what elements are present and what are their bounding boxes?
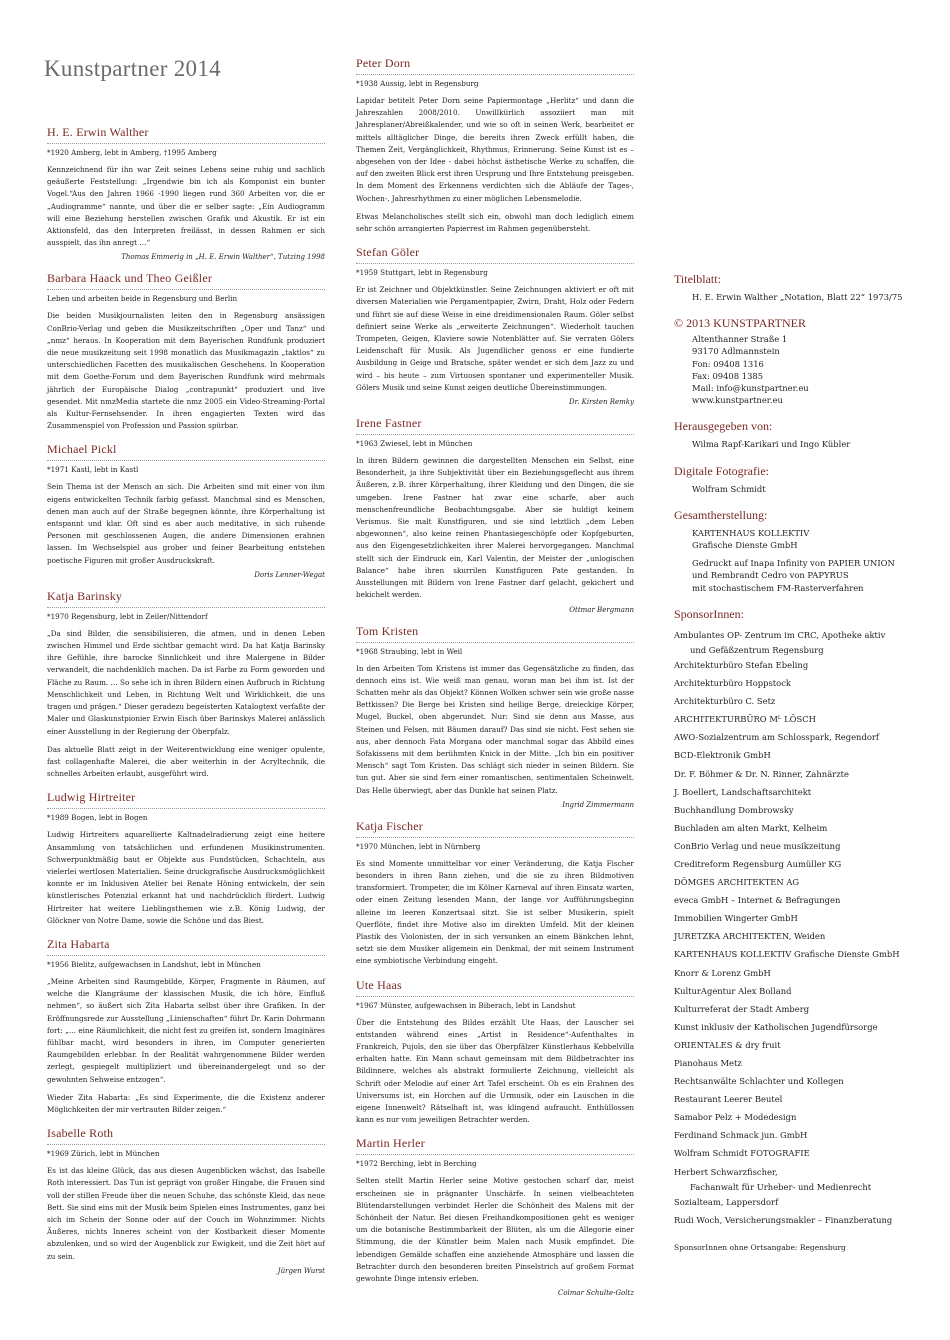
artist-bio: *1968 Straubing, lebt in Weil <box>356 646 463 656</box>
sponsors-section <box>674 607 924 1252</box>
publisher-section <box>674 419 924 450</box>
copyright-section <box>674 316 924 406</box>
address-line: 93170 Adlmannstein <box>692 346 780 357</box>
sponsor-name: Kulturreferat der Stadt Amberg <box>674 1003 810 1014</box>
artist-entry <box>356 245 634 406</box>
sponsor-name: Rechtsanwälte Schlachter und Kollegen <box>674 1076 844 1087</box>
artist-paragraph: Lapidar betitelt Peter Dorn seine Papiermontage „Herlitz“ und dann die Jahreszahlen 2008/2010. Unwillkürlich assoziiert man mit Jahresplaner/Abreißkalender, und wie so oft in seinen Werk, bearbeitet er mittels alltäglicher Dinge, die bereits ihren Zweck erfüllt haben, die Themen Zeit, Vergänglichkeit, Rhythmus, Erinnerung. Seine Kunst ist es – abgesehen von der Idee - dabei höchst ästhetische Werke zu schaffen, die auf den zweiten Blick erst ihren Ursprung und Ihre Entstehung preisgeben. In dem Moment des Erkennens verdichten sich die Abläufe der Tages-, Wochen-, Jahresrhythmen zu einer möglichen Lebensmelodie. <box>356 96 634 203</box>
sponsor-name: Sozialteam, Lappersdorf <box>674 1196 779 1207</box>
copyright-heading: © 2013 KUNSTPARTNER <box>674 316 806 331</box>
phone-line: Fon: 09408 1316 <box>692 358 764 369</box>
print-line: Gedruckt auf Inapa Infinity von PAPIER UNION <box>692 558 895 569</box>
sponsor-item <box>674 1163 924 1193</box>
sponsor-item <box>674 783 924 801</box>
sponsor-name: Architekturbüro Stefan Ebeling <box>674 659 809 670</box>
sponsor-name: Ambulantes OP- Zentrum im CRC, Apotheke aktiv <box>674 629 886 640</box>
sponsor-item <box>674 692 924 710</box>
artist-paragraph: Wieder Zita Habarta: „Es sind Experimente, die die Existenz anderer Möglichkeiten der mir vertrauten Bilder zeigen.“ <box>47 1092 325 1114</box>
sponsor-name: Buchladen am alten Markt, Kelheim <box>674 822 828 833</box>
sponsor-subline: und Gefäßzentrum Regensburg <box>690 644 824 655</box>
artist-entry <box>47 589 325 780</box>
artist-entry <box>47 271 325 432</box>
sponsor-item <box>674 1090 924 1108</box>
artist-name: Martin Herler <box>356 1136 634 1155</box>
sponsor-name: Pianohaus Metz <box>674 1058 742 1068</box>
text-author: Thomas Emmerig in „H. E. Erwin Walther“, Tutzing 1998 <box>121 253 325 262</box>
artist-entry <box>356 416 634 613</box>
sponsor-name: Architekturbüro Hoppstock <box>674 678 791 689</box>
artist-entry <box>47 442 325 578</box>
sponsor-item <box>674 801 924 819</box>
text-author: Colmar Schulte-Goltz <box>557 1289 634 1298</box>
sponsor-item <box>674 837 924 855</box>
sponsor-name: Ferdinand Schmack jun. GmbH <box>674 1130 808 1141</box>
sponsor-item <box>674 1193 924 1211</box>
sponsor-item <box>674 656 924 674</box>
sponsor-note: SponsorInnen ohne Ortsangabe: Regensburg <box>674 1242 846 1252</box>
text-author: Doris Lenner-Wegat <box>254 570 325 579</box>
sponsor-name: Wolfram Schmidt FOTOGRAFIE <box>674 1148 810 1159</box>
sponsor-item <box>674 728 924 746</box>
artist-text <box>47 481 325 566</box>
sponsor-item <box>674 927 924 945</box>
artist-text <box>356 858 634 968</box>
text-author: Ottmar Bergmann <box>569 605 634 614</box>
artist-bio: *1972 Berching, lebt in Berching <box>356 1159 477 1169</box>
sponsor-name: J. Boellert, Landschaftsarchitekt <box>674 786 812 797</box>
publisher-line: Wilma Rapf-Karikari und Ingo Kübler <box>692 439 851 450</box>
artist-paragraph: Das aktuelle Blatt zeigt in der Weiterentwicklung eine weniger opulente, fast collagenhafte Malerei, die aber weiterhin in der Acryltechnik, die schnelles Arbeiten erlaubt, ausgeführt wird. <box>47 744 325 779</box>
sponsor-name: Immobilien Wingerter GmbH <box>674 913 798 924</box>
artist-text <box>47 310 325 432</box>
artist-paragraph: Sein Thema ist der Mensch an sich. Die Arbeiten sind mit einer von ihm eigens entwickelten Technik farbig gefasst. Manchmal sind es Menschen, denen man auch auf der Straße begegnen könnte, ihre Körperhaltung ist entspannt und klar. Oft sind es aber auch meditative, in sich ruhende Personen mit geschlossenen Augen, die andere Dimensionen erahnen lassen. Im Wechselspiel aus grober und feiner Bearbeitung entstehen poetische Figuren mit großer Ausdruckskraft. <box>47 482 325 565</box>
sponsor-item <box>674 765 924 783</box>
artist-bio: *1963 Zwiesel, lebt in München <box>356 439 473 449</box>
sponsor-item <box>674 1018 924 1036</box>
artist-entry <box>356 819 634 968</box>
sponsor-name: ORIENTALES & dry fruit <box>674 1039 781 1050</box>
sponsor-item <box>674 855 924 873</box>
sponsor-item <box>674 945 924 963</box>
sponsor-item <box>674 710 924 728</box>
artist-text <box>356 663 634 797</box>
artist-bio: *1970 München, lebt in Nürnberg <box>356 841 481 851</box>
artist-name: Katja Barinsky <box>47 589 325 608</box>
artist-name: Peter Dorn <box>356 56 634 75</box>
artist-text <box>47 1165 325 1263</box>
artist-entry <box>47 790 325 927</box>
artist-paragraph: Kennzeichnend für ihn war Zeit seines Lebens seine ruhig und sachlich geäußerte Feststellung: „Irgendwie bin ich als Komponist ein bunter Vogel.“Aus den Jahren 1966 -1990 liegen rund 360 Arbeiten vor, die er „Audiogramme“ nannte, und über die er selber sagte: „Ein Audiogramm will eine Beziehung herstellen zwischen Grafik und Akustik. Er ist ein Aktionsfeld, das den Interpreten freilässt, in dessen Rahmen er sich ausspielt, das ihn anregt …“ <box>47 165 325 248</box>
artist-paragraph: In ihren Bildern gewinnen die dargestellten Menschen ein Selbst, eine Besonderheit, ja ihre Subjektivität über ein Beziehungsgeflecht aus ihrem Äußeren, z.B. ihrer Körperhaltung, ihrer Kleidung und den Dingen, die sie umgeben. Irene Fastner hat zwar eine scharfe, aber auch menschenfreundliche Beobachtungsgabe. Aber sie huldigt keinem Verismus. Sie malt Kunstfiguren, und sie sind letztlich „dem Leben abgewonnen“, also keine reinen Phantasiegeschöpfe oder Kopfgeburten, aus den Eigengesetzlichkeiten ihrer Malerei hervorgegangen. Manchmal stellt sich der Eindruck ein, Karl Valentin, der Meister der „unlogischen Balance“ habe ihren skurrilen Kunstfiguren Pate gestanden. In Ausstellungen mit Bildern von Irene Fastner darf gelacht, gekichert und bekichelt werden. <box>356 456 634 600</box>
sponsor-item <box>674 1000 924 1018</box>
sponsor-subline: Fachanwalt für Urheber- und Medienrecht <box>690 1181 872 1192</box>
artist-bio: *1959 Stuttgart, lebt in Regensburg <box>356 268 488 278</box>
left-artist-column <box>47 125 325 1285</box>
text-author: Ingrid Zimmermann <box>562 800 634 809</box>
artist-paragraph: Selten stellt Martin Herler seine Motive gestochen scharf dar, meist erscheinen sie in prägnanter Unschärfe. In seinen vielbeachteten Blütendarstellungen verbindet Herler die Schönheit des Malens mit der Schönheit der Natur. Bei diesen Freihandkompositionen geht es weniger um die botanische Bestimmbarkeit der Blüten, als um die Allegorie einer Stimmung, die der Künstler beim Malen nach Musik empfindet. Die lebendigen Gemälde schaffen eine anziehende Atmosphäre und lassen die Betrachter durch den besonderen breiten Pinselstrich auf großem Format gewohnte Dinge intensiv erleben. <box>356 1176 634 1284</box>
sponsor-item <box>674 1054 924 1072</box>
sponsor-name: Buchhandlung Dombrowsky <box>674 804 794 815</box>
artist-paragraph: Etwas Melancholisches stellt sich ein, obwohl man doch lediglich einem sehr schön arrangierten Papierrest im Rahmen gegenübersteht. <box>356 211 634 234</box>
artist-bio: *1970 Regensburg, lebt in Zeiler/Nittendorf <box>47 611 208 621</box>
sponsor-name: KARTENHAUS KOLLEKTIV Grafische Dienste GmbH <box>674 949 900 960</box>
sponsor-name: Samabor Pelz + Modedesign <box>674 1112 797 1123</box>
mail-line: Mail: info@kunstpartner.eu <box>692 383 809 394</box>
sponsor-name: Knorr & Lorenz GmbH <box>674 967 771 978</box>
artist-name: H. E. Erwin Walther <box>47 125 325 144</box>
sponsor-item <box>674 873 924 891</box>
artist-name: Ute Haas <box>356 978 634 997</box>
artist-bio: Leben und arbeiten beide in Regensburg und Berlin <box>47 294 238 304</box>
middle-artist-column <box>356 56 634 1307</box>
artist-paragraph: Es sind Momente unmittelbar vor einer Veränderung, die Katja Fischer besonders in ihren Bann ziehen, und die sie zu ihren Bildmotiven transformiert. Trompeter, die im Kölner Karneval auf ihren Einsatz warten, oder einen Zeitung lesenden Mann, der lange vor Aufführungsbeginn alleine im leeren Konzertsaal sitzt. Sie ist selber Musikerin, spielt Querflöte, findet ihre Motive also im direkten Umfeld. Mit der kleinen Plastik des Violonisten, der in sich versunken an einem Bänkchen lehnt, setzt sie dem Musiker allgemein ein Denkmal, der mit seinem Instrument eine symbiotische Verbindung eingeht. <box>356 858 634 966</box>
sponsor-list <box>674 626 924 1229</box>
publisher-heading: Herausgegeben von: <box>674 419 773 434</box>
sponsor-name: Rudi Woch, Versicherungsmakler – Finanzberatung <box>674 1214 893 1225</box>
photography-line: Wolfram Schmidt <box>692 483 766 494</box>
sponsor-item <box>674 746 924 764</box>
artist-entry <box>47 937 325 1116</box>
artist-entry <box>356 978 634 1127</box>
artist-paragraph: In den Arbeiten Tom Kristens ist immer das Gegensätzliche zu finden, das dennoch eins ist. Wie weiß man genau, woran man bei ihm ist. Ist der Schatten mehr als das Objekt? Können Wolken schwer sein wie große nasse Bettkissen? Die Berge bei Kristen sind heilige Berge, dreieckige Körper, Mugel, Buckel, oben abgerundet. Nur: Sind sie denn aus Masse, aus Steinen und Felsen, mit Bäumen darauf? Das sind sie nicht. Fest sehen sie aus, aber dennoch Fata Morgana oder manchmal sogar das Abbild eines Sofakissens mit dem berühmten Knick in der Mitte. „Ich bin ein positiver Mensch“ sagt Tom Kristen. Das schlägt sich nieder in seinen Bildern. Sie tun gut. Aber sie sind fern einer romantischen, sentimentalen Scheinwelt. Das Helle überwiegt, aber das Dunkle hat seinen Platz. <box>356 663 634 795</box>
sponsor-name: JURETZKA ARCHITEKTEN, Weiden <box>674 931 826 942</box>
sponsor-name: ARCHITEKTURBÜRO Mᴸ LÖSCH <box>674 714 816 725</box>
artist-paragraph: Es ist das kleine Glück, das aus diesen Augenblicken wächst, das Isabelle Roth interessiert. Das Tun ist geprägt von großer Hingabe, die Frauen sind voll der stillen Freude über die neuen Schuhe, das schönste Kleid, das neue Bett. Sie sind eins mit der Musik beim Spielen eines Instrumentes, ganz bei sich im Schein der Sonne oder auf der Couch im Wohnzimmer. Nichts Äußeres, nichts Inneres scheint von der Kostbarkeit dieser Momente abzulenken, und so wird der Augenblick zur Ewigkeit, und die Zeit hört auf zu sein. <box>47 1166 325 1261</box>
sponsor-name: Kunst inklusiv der Katholischen Jugendfürsorge <box>674 1021 878 1032</box>
artist-name: Ludwig Hirtreiter <box>47 790 325 809</box>
artist-text <box>356 95 634 235</box>
sponsor-name: KulturAgentur Alex Bolland <box>674 985 792 996</box>
artist-entry <box>47 1126 325 1275</box>
sponsor-item <box>674 982 924 1000</box>
sponsor-item <box>674 909 924 927</box>
artist-name: Barbara Haack und Theo Geißler <box>47 271 325 290</box>
titelblatt-line: H. E. Erwin Walther „Notation, Blatt 22“ 1973/75 <box>692 292 903 302</box>
artist-paragraph: „Da sind Bilder, die sensibilisieren, die atmen, und in denen Leben zwischen Himmel und Erde sichtbar gemacht wird. Da hat Katja Barinsky ihre Gefühle, ihre barocke Sinnlichkeit und ihre Malergene in Bilder verwandelt, die nachdenklich machen. Da ist Farbe zu Form geworden und Fläche zu Raum. … So sehe ich in ihren Bildern einen Aufbruch in Richtung Menschlichkeit und Leben, in Richtung Welt und Wirklichkeit, die uns tragen und prägen.“ Dieser geradezu begeisterten Katalogtext verfaßte der Maler und Glaskunstpionier Erwin Eisch über Barinskys Malerei anlässlich einer Ausstellung in der Regierung der Oberpfalz. <box>47 628 325 736</box>
artist-bio: *1920 Amberg, lebt in Amberg, †1995 Amberg <box>47 148 217 157</box>
production-section <box>674 508 924 594</box>
artist-name: Michael Pickl <box>47 442 325 461</box>
artist-name: Irene Fastner <box>356 416 634 435</box>
sponsor-name: BCD-Elektronik GmbH <box>674 750 771 761</box>
artist-paragraph: Er ist Zeichner und Objektkünstler. Seine Zeichnungen aktiviert er oft mit diversen Materialien wie Pergamentpapier, Zwirn, Draht, Holz oder Federn und führt sie auf diese Weise in eine dreidimensionalen Raum. Göler selbst definiert seine Werke als „erweiterte Zeichnungen“. Wiederholt tauchen Trompeten, Geigen, Klaviere sowie Notenblätter auf. Sie verraten Gölers Leidenschaft für Musik. Als Jugendlicher genoss er eine fundierte Ausbildung in Geige und Bratsche, später wendet er sich dem Jazz zu und wird – bis heute – zum Virtuosen spontaner und experimenteller Musik. Gölers Musik und seine Kunst zeigen deutliche Übereinstimmungen. <box>356 285 634 392</box>
artist-text <box>356 1017 634 1127</box>
sponsors-heading: SponsorInnen: <box>674 606 744 621</box>
artist-text <box>356 1175 634 1285</box>
artist-bio: *1969 Zürich, lebt in München <box>47 1149 160 1159</box>
sponsor-name: Architekturbüro C. Setz <box>674 696 776 707</box>
address-line: Altenthanner Straße 1 <box>692 334 788 345</box>
artist-entry <box>47 125 325 261</box>
sponsor-name: Dr. F. Böhmer & Dr. N. Rinner, Zahnärzte <box>674 768 849 779</box>
artist-name: Zita Habarta <box>47 937 325 956</box>
artist-text <box>47 628 325 780</box>
artist-entry <box>356 56 634 235</box>
sponsor-item <box>674 964 924 982</box>
text-author: Jürgen Wurst <box>277 1266 325 1275</box>
titelblatt-section <box>674 272 924 303</box>
titelblatt-heading: Titelblatt: <box>674 272 721 286</box>
artist-text <box>47 164 325 249</box>
artist-text <box>356 455 634 601</box>
page-title: Kunstpartner 2014 <box>44 56 221 81</box>
sponsor-item <box>674 1126 924 1144</box>
sponsor-name: ConBrio Verlag und neue musikzeitung <box>674 840 841 851</box>
sponsor-name: AWO-Sozialzentrum am Schlosspark, Regendorf <box>674 732 879 743</box>
artist-bio: *1971 Kastl, lebt in Kastl <box>47 465 139 475</box>
sponsor-item <box>674 1144 924 1162</box>
artist-name: Isabelle Roth <box>47 1126 325 1145</box>
sponsor-name: eveca GmbH – Internet & Befragungen <box>674 895 841 906</box>
sponsor-name: Restaurant Leerer Beutel <box>674 1094 783 1105</box>
fax-line: Fax: 09408 1385 <box>692 370 764 381</box>
imprint-column <box>674 272 924 1265</box>
website-line: www.kunstpartner.eu <box>692 395 783 406</box>
sponsor-name: DÖMGES ARCHITEKTEN AG <box>674 877 800 888</box>
sponsor-item <box>674 626 924 656</box>
artist-text <box>47 829 325 927</box>
artist-name: Tom Kristen <box>356 624 634 643</box>
sponsor-item <box>674 891 924 909</box>
artist-bio: *1989 Bogen, lebt in Bogen <box>47 813 148 823</box>
sponsor-item <box>674 1108 924 1126</box>
print-line: und Rembrandt Cedro von PAPYRUS <box>692 570 849 581</box>
sponsor-item <box>674 1072 924 1090</box>
artist-text <box>356 284 634 394</box>
artist-bio: *1967 Münster, aufgewachsen in Biberach, lebt in Landshut <box>356 1000 576 1010</box>
production-heading: Gesamtherstellung: <box>674 507 768 522</box>
production-line: Grafische Dienste GmbH <box>692 540 798 551</box>
sponsor-name: Creditreform Regensburg Aumüller KG <box>674 858 842 869</box>
photography-heading: Digitale Fotografie: <box>674 463 769 478</box>
artist-entry <box>356 624 634 809</box>
sponsor-item <box>674 674 924 692</box>
sponsor-name: Herbert Schwarzfischer, <box>674 1166 778 1177</box>
sponsor-item <box>674 1036 924 1054</box>
artist-name: Stefan Göler <box>356 245 634 264</box>
artist-paragraph: Ludwig Hirtreiters aquarellierte Kaltnadelradierung zeigt eine heitere Ansammlung von tatsächlichen und erfundenen Musikinstrumenten. Schwerpunktmäßig baut er Objekte aus Fundstücken, Schachteln, aus vielerlei wertlosen Materialien. Seine druckgrafische Ausdrucksmöglichkeit konnte er im Inklusiven Atelier bei Renate Höning entwickeln, der sein künstlerisches Potenzial erkannt hat und nachdrücklich fördert. Ludwig Hirtreiter hat weitere Lieblingsthemen wie z.B. König Ludwig, der Glöckner von Notre Dame, sowie die Schöne und das Biest. <box>47 830 325 925</box>
artist-bio: *1956 Bielitz, aufgewachsen in Landshut, lebt in München <box>47 959 261 969</box>
sponsor-item <box>674 1211 924 1229</box>
artist-paragraph: Über die Entstehung des Bildes erzählt Ute Haas, der Lauscher sei entstanden während eines „Artist in Residence“-Aufenthaltes in Frankreich, Pujols, den sie über das Oberpfälzer Künstlerhaus Kebbelvilla erhalten hatte. Ein Mann schaut gemeinsam mit dem Bildbetrachter ins Bildinnere, welches als abstrakt formulierte Zeichnung, vielleicht als Schrift oder Melodie auf einer Art Tafel erscheint. Ob es ein Erahnen des Universums ist, ein Horchen auf die Urmusik, oder ein Lauschen in die eigene Innenwelt? Rätselhaft ist, was klingend aufraucht. Enthüllossen kann es nur vom jeweiligen Betrachter werden. <box>356 1017 634 1125</box>
artist-name: Katja Fischer <box>356 819 634 838</box>
photography-section <box>674 464 924 495</box>
artist-bio: *1938 Aussig, lebt in Regensburg <box>356 79 479 88</box>
artist-paragraph: Die beiden Musikjournalisten leiten den in Regensburg ansässigen ConBrio-Verlag und geben die Musikzeitschriften „Oper und Tanz“ und „nmz“ heraus. In Kooperation mit dem Bayerischen Rundfunk produziert die neue musikzeitung seit 1998 monatlich das Musikmagazin „taktlos“ zu unterschiedlichen Facetten des musikalischen Geschehens. In Kooperation mit dem Goethe-Forum und dem Bayerischen Rundfunk wird mehrmals jährlich der Europäische Dialog „contrapunkt“ produziert und live gesendet. Mit nmzMedia startete die nmz 2005 ein Video-Streaming-Portal als Kultur-Fernsehsender. In ihren engagierten Texten wird das Zusammenspiel von Profession und Passion spürbar. <box>47 311 325 431</box>
sponsor-item <box>674 819 924 837</box>
artist-entry <box>356 1136 634 1297</box>
text-author: Dr. Kirsten Remky <box>569 398 634 407</box>
artist-text <box>47 976 325 1116</box>
production-line: KARTENHAUS KOLLEKTIV <box>692 527 810 538</box>
artist-paragraph: „Meine Arbeiten sind Raumgebilde, Körper, Fragmente in Räumen, auf welche die Klangräume der klassischen Musik, die ich höre, Einfluß nehmen“, so äußert sich Zita Habarta selbst über ihre Grafiken. In der Eröffnungsrede zur Ausstellung „Linienschaften“ führt Dr. Karin Dohrmann fort: „… eine Räumlichkeit, die nicht fest zu greifen ist, sondern Imaginäres fühlbar macht, wird besonders in ihren, im Computer generierten Raumgebilden erlebbar. In der Realität wahrgenommene Bilder werden zerlegt, gespiegelt multipliziert und übereinandergelegt und so der gewohnten Sehweise entzogen“. <box>47 976 325 1084</box>
print-line: mit stochastischem FM-Rasterverfahren <box>692 582 864 593</box>
